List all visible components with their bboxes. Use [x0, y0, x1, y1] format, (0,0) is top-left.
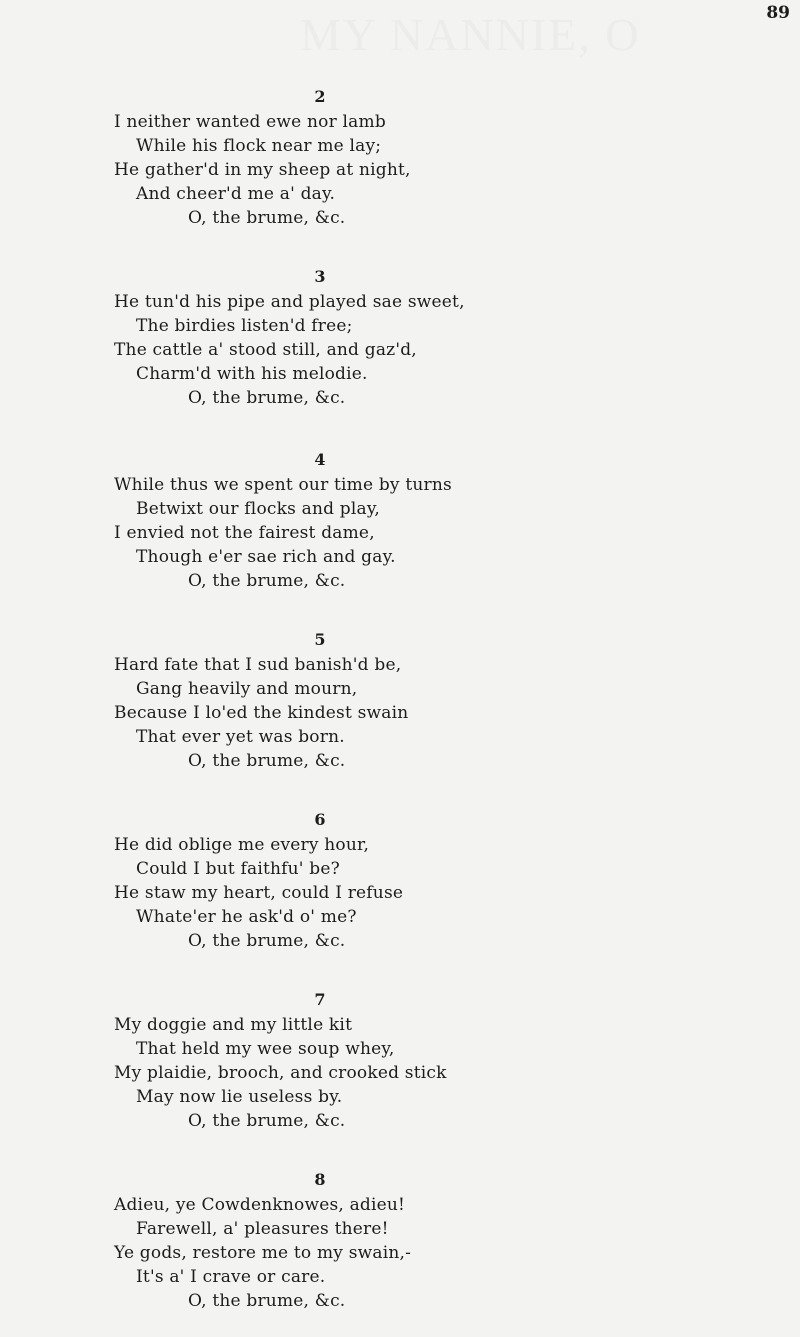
verse-line: He staw my heart, could I refuse	[114, 883, 404, 903]
verse-line: While thus we spent our time by turns	[114, 475, 452, 495]
refrain-line: O, the brume, &c.	[188, 1111, 346, 1131]
refrain-line: O, the brume, &c.	[188, 388, 346, 408]
verse-line: Betwixt our flocks and play,	[136, 499, 380, 519]
verse-line: Hard fate that I sud banish'd be,	[114, 655, 402, 675]
verse-line: Farewell, a' pleasures there!	[136, 1219, 389, 1239]
verse-line: He tun'd his pipe and played sae sweet,	[114, 292, 465, 312]
verse-line: And cheer'd me a' day.	[136, 184, 336, 204]
stanza-number: 5	[314, 630, 326, 649]
stanza-number: 8	[314, 1170, 326, 1189]
verse-line: Gang heavily and mourn,	[136, 679, 358, 699]
page-number: 89	[766, 3, 790, 23]
running-title-bleedthrough: MY NANNIE, O	[300, 9, 641, 60]
verse-line: May now lie useless by.	[136, 1087, 343, 1107]
refrain-line: O, the brume, &c.	[188, 571, 346, 591]
stanza-number: 2	[314, 87, 326, 106]
verse-line: It's a' I crave or care.	[136, 1267, 326, 1287]
refrain-line: O, the brume, &c.	[188, 751, 346, 771]
stanza-number: 7	[314, 990, 326, 1009]
verse-line: My plaidie, brooch, and crooked stick	[114, 1063, 447, 1083]
verse-line: That ever yet was born.	[136, 727, 345, 747]
verse-line: The birdies listen'd free;	[136, 316, 353, 336]
verse-line: Adieu, ye Cowdenknowes, adieu!	[114, 1195, 406, 1215]
stanza-number: 3	[314, 267, 326, 286]
refrain-line: O, the brume, &c.	[188, 931, 346, 951]
verse-line: Whate'er he ask'd o' me?	[136, 907, 357, 927]
refrain-line: O, the brume, &c.	[188, 1291, 346, 1311]
verse-line: He gather'd in my sheep at night,	[114, 160, 411, 180]
verse-line: I envied not the fairest dame,	[114, 523, 375, 543]
verse-line: Though e'er sae rich and gay.	[136, 547, 396, 567]
verse-line: That held my wee soup whey,	[136, 1039, 395, 1059]
verse-line: I neither wanted ewe nor lamb	[114, 112, 386, 132]
verse-line: The cattle a' stood still, and gaz'd,	[114, 340, 417, 360]
verse-line: Could I but faithfu' be?	[136, 859, 340, 879]
verse-line: Ye gods, restore me to my swain,-	[114, 1243, 412, 1263]
refrain-line: O, the brume, &c.	[188, 208, 346, 228]
verse-line: He did oblige me every hour,	[114, 835, 370, 855]
stanza-number: 6	[314, 810, 326, 829]
verse-line: Because I lo'ed the kindest swain	[114, 703, 409, 723]
verse-line: My doggie and my little kit	[114, 1015, 353, 1035]
stanza-number: 4	[314, 450, 326, 469]
verse-line: While his flock near me lay;	[136, 136, 382, 156]
verse-line: Charm'd with his melodie.	[136, 364, 368, 384]
